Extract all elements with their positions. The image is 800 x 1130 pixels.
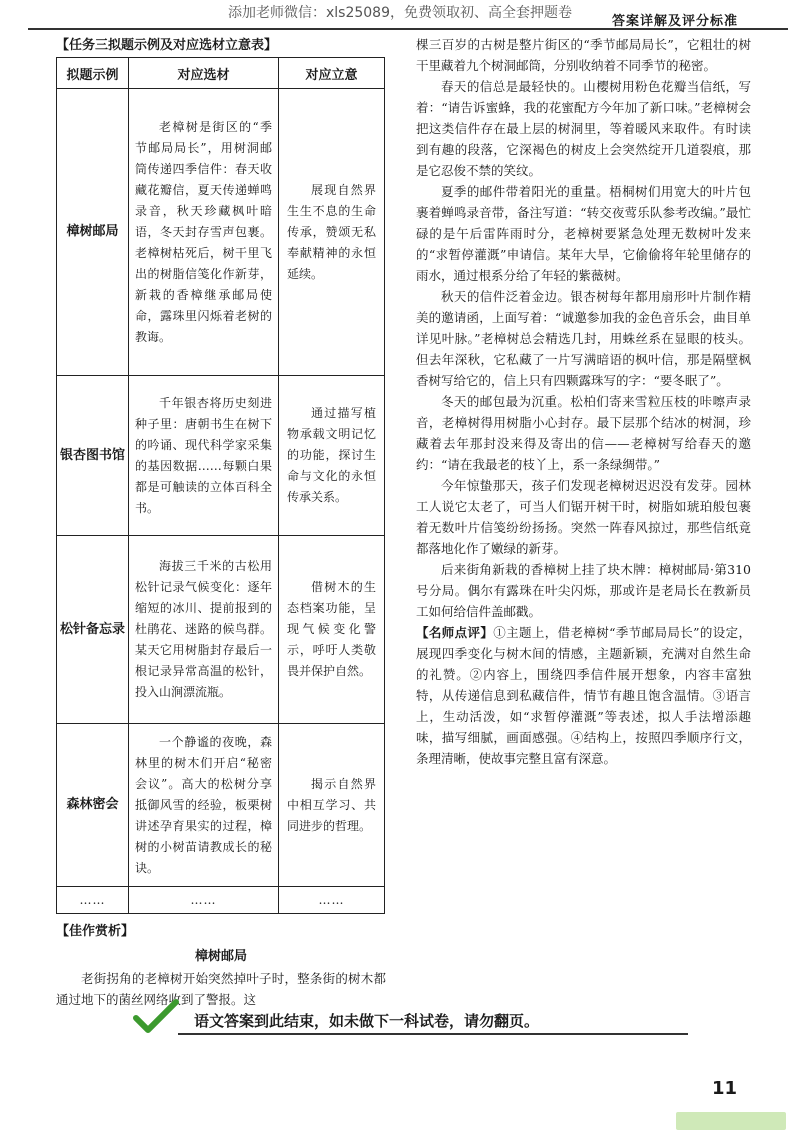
meaning-cell: 借树木的生态档案功能，呈现气候变化警示，呼吁人类敬畏并保护自然。 [279, 536, 385, 724]
watermark-text: 添加老师微信：xls25089，免费领取初、高全套押题卷 [227, 5, 572, 21]
meaning-cell: 揭示自然界中相互学习、共同进步的哲理。 [279, 724, 385, 887]
topic-cell: 银杏图书馆 [57, 376, 129, 536]
meaning-cell: …… [279, 887, 385, 914]
corner-tab [676, 1112, 786, 1130]
table-row [57, 536, 385, 724]
header-divider [28, 28, 788, 30]
essay-paragraph: 今年惊蛰那天，孩子们发现老樟树迟迟没有发芽。园林工人说它太老了，可当人们锯开树干时，树脂如琥珀般包裹着无数叶片信笺纷纷扬扬。突然一阵春风掠过，那些信纸竟都落地化作了嫩绿的新芽。 [416, 478, 751, 556]
left-column [56, 34, 386, 1010]
material-cell: 千年银杏将历史刻进种子里：唐朝书生在树下的吟诵、现代科学家采集的基因数据……每颗白果都是可触读的立体百科全书。 [129, 376, 279, 536]
table-row [57, 724, 385, 887]
topic-cell: 森林密会 [57, 724, 129, 887]
material-cell: 海拔三千米的古松用松针记录气候变化：逐年缩短的冰川、提前报到的杜鹃花、迷路的候鸟群。某天它用树脂封存最后一根记录异常高温的松针，投入山涧漂流瓶。 [129, 536, 279, 724]
material-cell: 老樟树是街区的“季节邮局局长”，用树洞邮筒传递四季信件：春天收藏花瓣信，夏天传递蝉鸣录音，秋天珍藏枫叶暗语，冬天封存雪声包裹。老樟树枯死后，树干里飞出的树脂信笺化作新芽，新栽的香樟继承邮局使命，露珠里闪烁着老树的教诲。 [129, 89, 279, 376]
footer-divider [178, 1033, 688, 1035]
essay-paragraph: 后来街角新栽的香樟树上挂了块木牌：樟树邮局·第310号分局。偶尔有露珠在叶尖闪烁，那或许是老局长在教新员工如何给信件盖邮戳。 [416, 562, 751, 619]
essay-paragraph: 秋天的信件泛着金边。银杏树每年都用扇形叶片制作精美的邀请函，上面写着：“诚邀参加我的金色音乐会，曲目单详见叶脉。”老樟树总会精选几封，用蛛丝系在显眼的枝头。但去年深秋，它私藏了一片写满暗语的枫叶信，那是隔壁枫香树写给它的，信上只有四颗露珠写的字：“要冬眠了”。 [416, 289, 751, 388]
table-header-row [57, 58, 385, 89]
table-header-cell: 对应选材 [129, 58, 279, 89]
material-cell: …… [129, 887, 279, 914]
table-header-cell: 拟题示例 [57, 58, 129, 89]
meaning-cell: 通过描写植物承载文明记忆的功能，探讨生命与文化的永恒传承关系。 [279, 376, 385, 536]
header-title: 答案详解及评分标准 [611, 14, 738, 29]
table-row [57, 376, 385, 536]
footer-banner [132, 1006, 692, 1036]
comment-text: ①主题上，借老樟树“季节邮局局长”的设定，展现四季变化与树木间的情感，主题新颖，充满对自然生命的礼赞。②内容上，围绕四季信件展开想象，内容丰富独特，从传递信息到私藏信件，情节有趣且饱含温情。③语言上，生动活泼，如“求暂停灌溉”等表述，拟人手法增添趣味，描写细腻，画面感强。④结构上，按照四季顺序行文，条理清晰，使故事完整且富有深意。 [416, 625, 751, 766]
reference-table [56, 57, 385, 914]
topic-cell: …… [57, 887, 129, 914]
material-cell: 一个静谧的夜晚，森林里的树木们开启“秘密会议”。高大的松树分享抵御风雪的经验，板栗树讲述孕育果实的过程，樟树的小树苗请教成长的秘诀。 [129, 724, 279, 887]
essay-title: 樟树邮局 [194, 949, 247, 964]
meaning-cell: 展现自然界生生不息的生命传承，赞颂无私奉献精神的永恒延续。 [279, 89, 385, 376]
table-section-title: 【任务三拟题示例及对应选材立意表】 [56, 38, 278, 53]
table-row [57, 887, 385, 914]
check-icon [132, 998, 180, 1034]
table-header-cell: 对应立意 [279, 58, 385, 89]
essay-paragraph: 夏季的邮件带着阳光的重量。梧桐树们用宽大的叶片包裹着蝉鸣录音带，备注写道：“转交夜莺乐队参考改编。”最忙碌的是午后雷阵雨时分，老樟树要紧急处理无数树叶发来的“求暂停灌溉”申请信。某年大旱，它偷偷将年轮里储存的雨水，通过根系分给了年轻的紫薇树。 [416, 184, 751, 283]
essay-paragraph: 冬天的邮包最为沉重。松柏们寄来雪粒压枝的咔嚓声录音，老樟树得用树脂小心封存。最下层那个结冰的树洞，珍藏着去年那封没来得及寄出的信——老樟树写给春天的邀约：“请在我最老的枝丫上，系一条绿绸带。” [416, 394, 751, 472]
essay-paragraph: 老街拐角的老樟树开始突然掉叶子时，整条街的树木都通过地下的菌丝网络收到了警报。这 [56, 971, 386, 1007]
essay-paragraph: 春天的信总是最轻快的。山樱树用粉色花瓣当信纸，写着：“请告诉蜜蜂，我的花蜜配方今年加了新口味。”老樟树会把这类信件存在最上层的树洞里，等着暖风来取件。有时读到有趣的段落，它深褐色的树皮上会突然绽开几道裂痕，那是它忍俊不禁的笑纹。 [416, 79, 751, 178]
comment-label: 【名师点评】 [416, 625, 494, 640]
page-number: 11 [712, 1078, 738, 1099]
essay-paragraph-continued: 棵三百岁的古树是整片街区的“季节邮局局长”，它粗壮的树干里藏着九个树洞邮筒，分别收纳着不同季节的秘密。 [416, 37, 751, 73]
essay-section-label: 【佳作赏析】 [56, 924, 135, 939]
topic-cell: 樟树邮局 [57, 89, 129, 376]
topic-cell: 松针备忘录 [57, 536, 129, 724]
table-row [57, 89, 385, 376]
footer-notice: 语文答案到此结束，如未做下一科试卷，请勿翻页。 [194, 1012, 540, 1030]
right-column [416, 34, 751, 769]
teacher-comment [416, 622, 751, 769]
